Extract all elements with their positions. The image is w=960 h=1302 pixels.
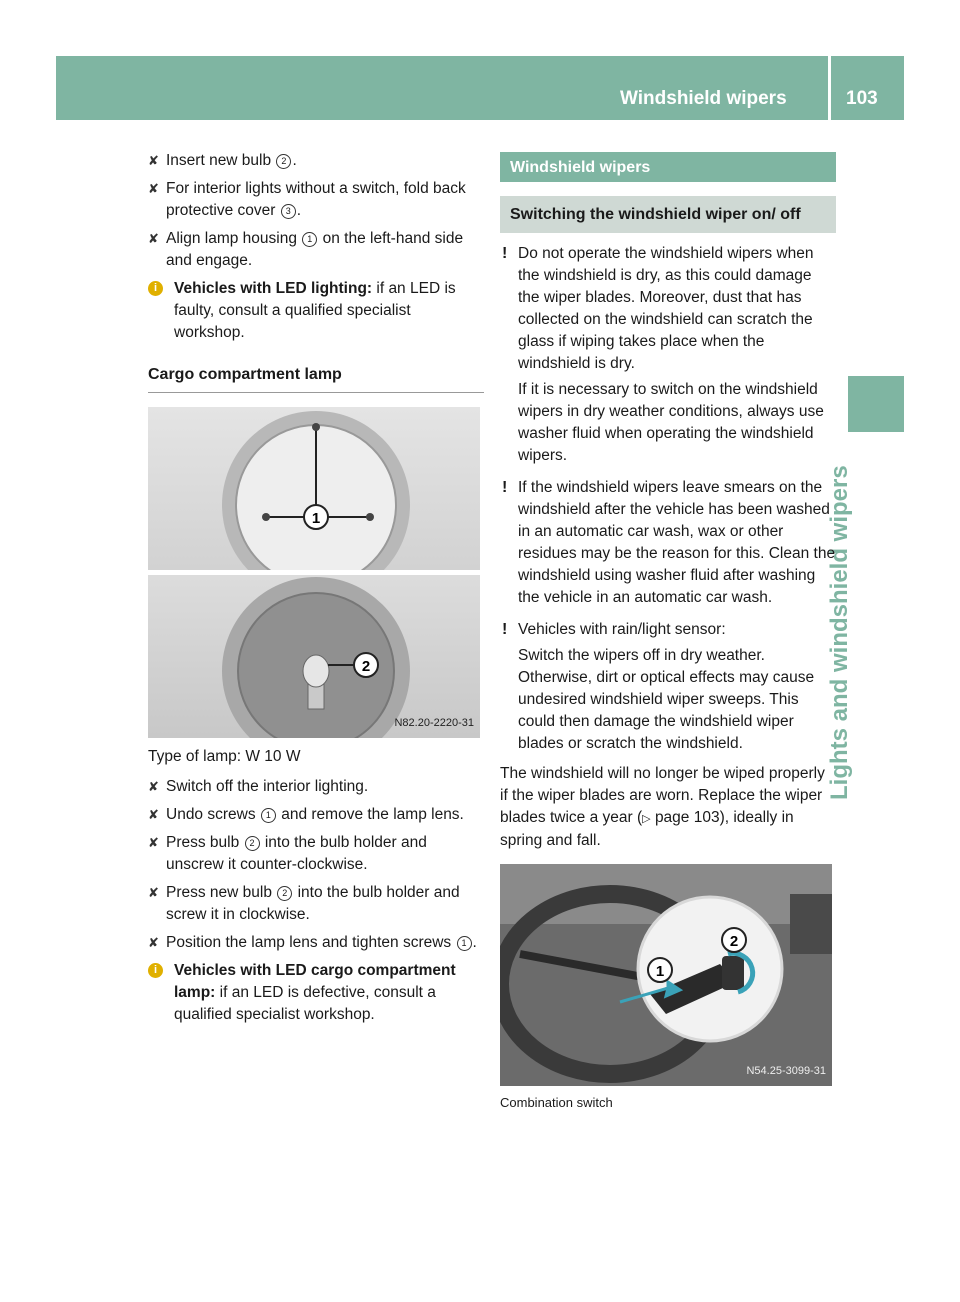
step-text: Switch off the interior lighting.	[166, 778, 369, 795]
section-heading: Cargo compartment lamp	[148, 364, 484, 393]
step-arrow-icon: ✘	[148, 935, 159, 950]
step-arrow-icon: ✘	[148, 807, 159, 822]
step-tail: .	[292, 152, 297, 169]
page-number: 103	[846, 88, 878, 109]
step-text: Position the lamp lens and tighten screws	[166, 934, 452, 951]
info-text: if an LED is defective, consult a qualified specialist workshop.	[174, 984, 436, 1023]
figure-callout: 1	[655, 963, 665, 980]
figure-code: N54.25-3099-31	[746, 1065, 826, 1077]
callout-number: 3	[281, 204, 296, 219]
step-text: Press new bulb	[166, 884, 272, 901]
section-header: Windshield wipers	[500, 152, 836, 182]
info-bold: Vehicles with LED lighting:	[174, 280, 373, 297]
lamp-figure	[148, 407, 480, 738]
step-text: Undo screws	[166, 806, 256, 823]
info-icon: i	[148, 963, 163, 978]
lamp-type: Type of lamp: W 10 W	[148, 748, 301, 765]
step-text: For interior lights without a switch, fold back protective cover	[166, 180, 466, 219]
info-text: if an LED is faulty, consult a qualified specialist workshop.	[174, 280, 456, 341]
lamp-lens-image	[148, 407, 480, 570]
step-tail: .	[472, 934, 477, 951]
callout-number: 2	[276, 154, 291, 169]
step-item	[148, 228, 484, 272]
step-arrow-icon: ✘	[148, 181, 159, 196]
callout-number: 1	[457, 936, 472, 951]
step-arrow-icon: ✘	[148, 231, 159, 246]
step-item	[148, 178, 484, 222]
callout-number: 1	[261, 808, 276, 823]
step-tail: into the bulb holder and unscrew it counter-clockwise.	[166, 834, 427, 873]
step-arrow-icon: ✘	[148, 835, 159, 850]
step-arrow-icon: ✘	[148, 779, 159, 794]
body-text: The windshield will no longer be wiped properly if the wiper blades are worn. Replace the wiper blades twice a year (	[500, 765, 825, 826]
figure-code: N82.20-2220-31	[394, 717, 474, 729]
figure-caption: Combination switch	[500, 1095, 613, 1110]
right-column	[500, 152, 836, 1114]
step-text: Press bulb	[166, 834, 240, 851]
warning-note	[500, 243, 836, 467]
step-tail: on the left-hand side and engage.	[166, 230, 464, 269]
warning-text: Vehicles with rain/light sensor:	[518, 621, 726, 638]
side-label: Lights and windshield wipers	[826, 465, 853, 800]
step-tail: into the bulb holder and screw it in clockwise.	[166, 884, 460, 923]
step-item	[148, 776, 484, 798]
step-item	[148, 882, 484, 926]
warning-note	[500, 477, 836, 609]
warning-text: If the windshield wipers leave smears on the windshield after the vehicle has been washed in an automatic car wash, wax or other residues may be the reason for this. Clean the windshield using washer fluid after washing the vehicle in an automatic car wash.	[518, 479, 836, 606]
callout-number: 1	[302, 232, 317, 247]
left-column	[148, 150, 484, 1034]
header-title: Windshield wipers	[620, 88, 787, 109]
step-arrow-icon: ✘	[148, 885, 159, 900]
body-paragraph	[500, 763, 836, 852]
header-divider	[828, 56, 831, 120]
step-tail: and remove the lamp lens.	[276, 806, 464, 823]
step-tail: .	[296, 202, 302, 219]
info-note	[148, 278, 484, 344]
side-tab	[848, 376, 904, 432]
step-item	[148, 932, 484, 954]
lamp-bulb-image	[148, 575, 480, 738]
figure-callout: 1	[311, 510, 321, 527]
step-item	[148, 832, 484, 876]
warning-text: If it is necessary to switch on the windshield wipers in dry weather conditions, always use washer fluid when operating the windshield wipers.	[518, 381, 824, 464]
info-bold: Vehicles with LED cargo compartment lamp:	[174, 962, 456, 1001]
body-text: ), ideally in spring and fall.	[500, 809, 794, 849]
callout-number: 2	[277, 886, 292, 901]
warning-icon: !	[502, 479, 508, 496]
warning-text: Switch the wipers off in dry weather. Otherwise, dirt or optical effects may cause undesired windshield wiper sweeps. This could then damage the windshield wiper blades or scratch the windshield.	[518, 647, 815, 752]
warning-text: Do not operate the windshield wipers when the windshield is dry, as this could damage the wiper blades. Moreover, dust that has collected on the windshield can scratch the glass if wiping takes place when the windshield is dry.	[518, 245, 814, 372]
figure-callout: 2	[729, 933, 739, 950]
warning-icon: !	[502, 245, 508, 262]
subsection-header: Switching the windshield wiper on/ off	[500, 196, 836, 233]
info-icon: i	[148, 281, 163, 296]
step-arrow-icon: ✘	[148, 153, 159, 168]
step-text: Insert new bulb	[166, 152, 272, 169]
info-note	[148, 960, 484, 1026]
step-text: Align lamp housing	[166, 230, 297, 247]
step-item	[148, 804, 484, 826]
figure-callout: 2	[361, 658, 371, 675]
step-item	[148, 150, 484, 172]
page-link[interactable]: page 103	[654, 809, 720, 826]
warning-note	[500, 619, 836, 755]
combination-switch-figure	[500, 864, 832, 1086]
page-ref-arrow-icon: ▷	[642, 813, 651, 825]
callout-number: 2	[245, 836, 260, 851]
warning-icon: !	[502, 621, 508, 638]
